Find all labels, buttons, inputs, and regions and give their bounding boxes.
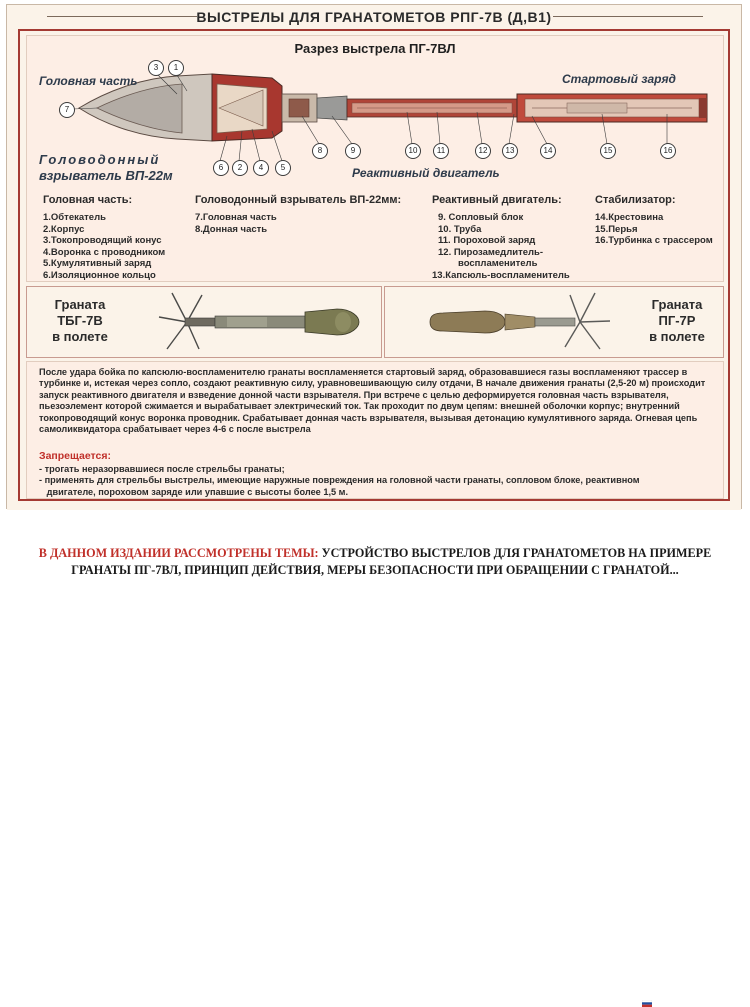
- warning-title: Запрещается:: [39, 450, 112, 462]
- grenade-tbg7v-line3: в полете: [52, 329, 108, 344]
- title-bar: [7, 5, 741, 27]
- callout-9: 9: [345, 143, 361, 159]
- parts-head-heading: Головная часть:: [43, 194, 133, 206]
- grenade-pg7r-line2: ПГ-7Р: [658, 313, 696, 328]
- parts-engine-heading: Реактивный двигатель:: [432, 194, 562, 206]
- callout-15: 15: [600, 143, 616, 159]
- parts-stabilizer-heading: Стабилизатор:: [595, 194, 676, 206]
- grenade-pg7r-panel: [384, 286, 724, 358]
- callout-4: 4: [253, 160, 269, 176]
- parts-stabilizer-item: 16.Турбинка с трассером: [595, 235, 713, 246]
- russian-flag-icon: [642, 1000, 652, 1007]
- parts-fuze-list: [195, 212, 277, 235]
- parts-head-item: 2.Корпус: [43, 223, 85, 235]
- parts-engine-list: [432, 212, 570, 281]
- callout-14: 14: [540, 143, 556, 159]
- callout-7: 7: [59, 102, 75, 118]
- grenade-tbg7v-line2: ТБГ-7В: [57, 313, 103, 328]
- callout-10: 10: [405, 143, 421, 159]
- caption-lead: В ДАННОМ ИЗДАНИИ РАССМОТРЕНЫ ТЕМЫ:: [38, 546, 319, 560]
- section-subtitle: Разрез выстрела ПГ-7ВЛ: [294, 41, 456, 56]
- callout-6: 6: [213, 160, 229, 176]
- parts-stabilizer-item: 14.Крестовина: [595, 212, 664, 223]
- principle-text: После удара бойка по капсюлю-воспламенителю гранаты воспламеняется стартовый заряд, образовавшиеся газы воспламеняют трассер в турбинке и, истекая через сопло, создают реактивную силу, уравновешивающую силу отдачи, В начале движения гранаты (2,5-20 м) происходит запуск реактивного двигателя и взведение донной части взрывателя. При встрече с целью деформируется головная часть взрывателя, пьезоэлемент которой сжимается и вырабатывает электрический ток. Так проходит по двум цепям: внешней оболочки корпус; внутренний токопроводящий конус воронка проводник. Срабатывает донная часть взрывателя, вызывая детонацию кумулятивного заряда. Огневая цепь самоликвидатора срабатывает через 4-6 с после выстрела: [39, 367, 706, 435]
- callout-2: 2: [232, 160, 248, 176]
- grenade-tbg7v-panel: [26, 286, 382, 358]
- poster: [6, 4, 742, 509]
- callout-5: 5: [275, 160, 291, 176]
- parts-engine-item: 11. Пороховой заряд: [438, 235, 536, 246]
- callout-13: 13: [502, 143, 518, 159]
- principle-panel: [26, 361, 724, 499]
- parts-stabilizer-list: [595, 212, 713, 247]
- callout-16: 16: [660, 143, 676, 159]
- parts-engine-item: 12. Пирозамедлитель-: [438, 246, 544, 258]
- poster-title: ВЫСТРЕЛЫ ДЛЯ ГРАНАТОМЕТОВ РПГ-7В (Д,В1): [196, 9, 552, 25]
- label-start-charge: Стартовый заряд: [562, 72, 676, 86]
- parts-head-item: 1.Обтекатель: [43, 212, 106, 223]
- grenade-pg7r-line3: в полете: [649, 329, 705, 344]
- grenade-tbg7v-line1: Граната: [54, 297, 106, 312]
- warning-list: [39, 464, 699, 498]
- label-head-part: Головная часть: [39, 74, 138, 88]
- callout-12: 12: [475, 143, 491, 159]
- parts-head-item: 5.Кумулятивный заряд: [43, 258, 152, 269]
- callout-1: 1: [168, 60, 184, 76]
- parts-head-item: 4.Воронка с проводником: [43, 246, 166, 258]
- parts-stabilizer-item: 15.Перья: [595, 223, 638, 235]
- parts-engine-item: 10. Труба: [438, 223, 482, 235]
- parts-engine-item: воспламенитель: [458, 258, 538, 269]
- poster-frame: [18, 29, 730, 501]
- parts-head-list: [43, 212, 165, 281]
- caption-body: УСТРОЙСТВО ВЫСТРЕЛОВ ДЛЯ ГРАНАТОМЕТОВ НА ПРИМЕРЕ ГРАНАТЫ ПГ-7ВЛ, ПРИНЦИП ДЕЙСТВИЯ, МЕРЫ БЕЗОПАСНОСТИ ПРИ ОБРАЩЕНИИ С ГРАНАТОЙ...: [71, 546, 712, 577]
- parts-engine-item: 9. Сопловый блок: [438, 212, 524, 223]
- warning-item: - трогать неразорвавшиеся после стрельбы гранаты;: [39, 464, 285, 474]
- callout-3: 3: [148, 60, 164, 76]
- grenade-pg7r-label: [633, 297, 721, 345]
- grenade-tbg7v-illustration: [147, 287, 377, 357]
- parts-fuze-item: 7.Головная часть: [195, 212, 277, 223]
- warning-item: - применять для стрельбы выстрелы, имеющие наружные повреждения на головной части гранаты, сопловом блоке, реактивном: [39, 475, 640, 486]
- parts-fuze-item: 8.Донная часть: [195, 223, 268, 235]
- parts-engine-item: 13.Капсюль-воспламенитель: [432, 269, 570, 281]
- parts-head-item: 3.Токопроводящий конус: [43, 235, 162, 246]
- callout-8: 8: [312, 143, 328, 159]
- grenade-pg7r-line1: Граната: [651, 297, 703, 312]
- label-engine: Реактивный двигатель: [352, 166, 500, 180]
- caption: [20, 545, 730, 579]
- grenade-pg7r-illustration: [425, 287, 625, 357]
- label-fuze-line1: Головодонный: [39, 152, 161, 167]
- grenade-tbg7v-label: [35, 297, 125, 345]
- label-fuze-line2: взрыватель ВП-22м: [39, 168, 173, 183]
- section-panel: [26, 35, 724, 282]
- imprint-bar: [7, 502, 741, 510]
- parts-head-item: 6.Изоляционное кольцо: [43, 269, 156, 281]
- warning-item: двигателе, пороховом заряде или упавшие с высоты более 1,5 м.: [39, 486, 349, 497]
- parts-fuze-heading: Головодонный взрыватель ВП-22мм:: [195, 194, 402, 206]
- callout-11: 11: [433, 143, 449, 159]
